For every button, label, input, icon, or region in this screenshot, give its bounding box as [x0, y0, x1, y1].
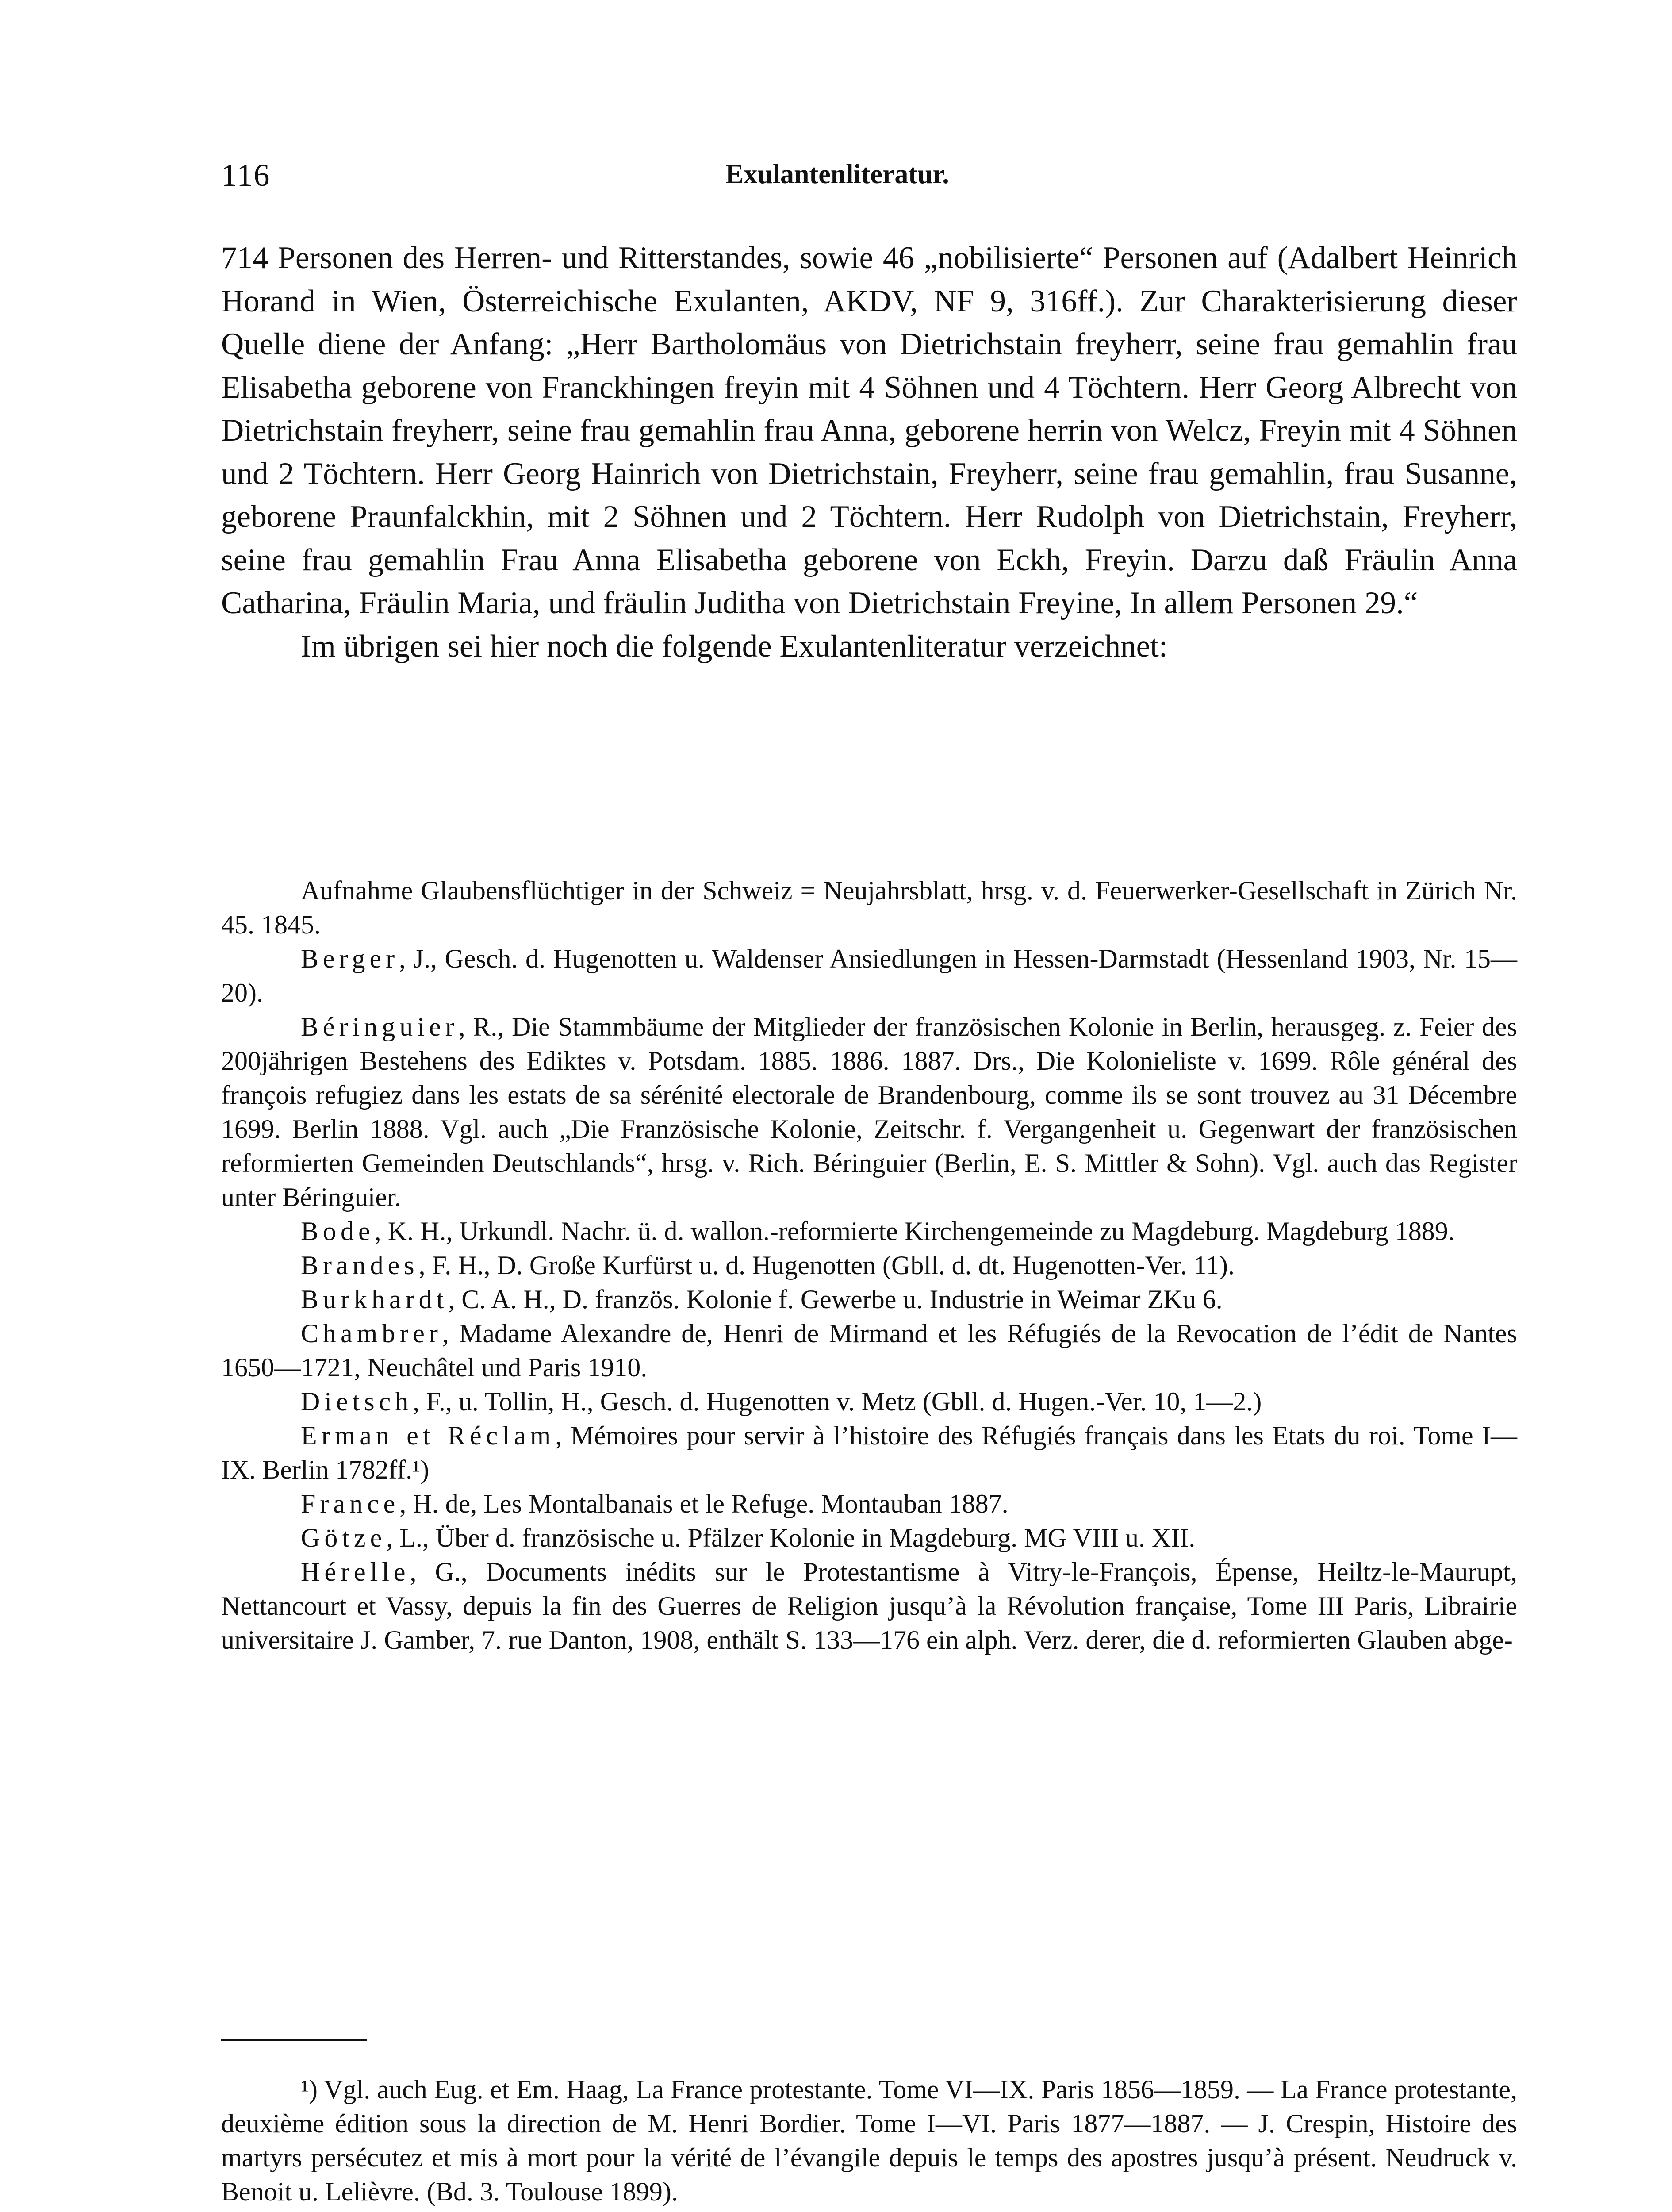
entry-text: , R., Die Stammbäume der Mitglieder der französischen Kolonie in Berlin, herausgeg. z. Feier des 200jährigen Bestehens des Ediktes v. Potsdam. 1885. 1886. 1887. Drs., Die Kolonieliste v. 1699. Rôle général des françois refugiez dans les estats de sa sérénité electorale de Brandenbourg, comme ils se sont trouvez au 31 Décembre 1699. Berlin 1888. Vgl. auch „Die Französische Kolonie, Zeitschr. f. Vergangenheit u. Gegenwart der französischen reformierten Gemeinden Deutschlands“, hrsg. v. Rich. Béringuier (Berlin, E. S. Mittler & Sohn). Vgl. auch das Register unter Béringuier. [221, 1012, 1517, 1212]
bibliography-entry [221, 1487, 1517, 1521]
entry-text: , Mémoires pour servir à l’histoire des Réfugiés français dans les Etats du roi. Tome I—IX. Berlin 1782ff.¹) [221, 1421, 1518, 1484]
entry-author: Hérelle [301, 1557, 410, 1586]
entry-text: , C. A. H., D. französ. Kolonie f. Gewerbe u. Industrie in Weimar ZKu 6. [448, 1285, 1223, 1314]
bibliography-intro: Im übrigen sei hier noch die folgende Exulantenliteratur verzeichnet: [301, 629, 1168, 664]
entry-author: Béringuier [301, 1012, 459, 1041]
entry-text: , G., Documents inédits sur le Protestantisme à Vitry-le-François, Épense, Heiltz-le-Maurupt, Nettancourt et Vassy, depuis la fin des Guerres de Religion jusqu’à la Révolution française, Tome III Paris, Librairie universitaire J. Gamber, 7. rue Danton, 1908, enthält S. 133—176 ein alph. Verz. derer, die d. reformierten Glauben abge- [221, 1557, 1517, 1655]
bibliography-entry [221, 1521, 1517, 1555]
entry-text: , K. H., Urkundl. Nachr. ü. d. wallon.-reformierte Kirchengemeinde zu Magdeburg. Magdeburg 1889. [374, 1217, 1455, 1246]
entry-text: , H. de, Les Montalbanais et le Refuge. Montauban 1887. [399, 1489, 1009, 1518]
entry-author: Chambrer [301, 1319, 442, 1348]
bibliography-list [221, 874, 1517, 1657]
bibliography-entry [221, 874, 1517, 942]
entry-author: Brandes [301, 1251, 419, 1280]
entry-author: Erman et Réclam [301, 1421, 556, 1450]
bibliography-entry [221, 1214, 1517, 1248]
entry-author: France [301, 1489, 400, 1518]
page-number: 116 [221, 157, 271, 193]
entry-text: , L., Über d. französische u. Pfälzer Kolonie in Magdeburg. MG VIII u. XII. [386, 1523, 1196, 1552]
bibliography-entry [221, 1555, 1517, 1657]
footnote: ¹) Vgl. auch Eug. et Em. Haag, La France protestante. Tome VI—IX. Paris 1856—1859. — La France protestante, deuxième édition sous la direction de M. Henri Bordier. Tome I—VI. Paris 1877—1887. — J. Crespin, Histoire des martyrs persécutez et mis à mort pour la vérité de l’évangile depuis le temps des apostres jusqu’à présent. Neudruck v. Benoit u. Lelièvre. (Bd. 3. Toulouse 1899). [221, 2075, 1517, 2206]
entry-author: Burkhardt [301, 1285, 449, 1314]
entry-text: , Madame Alexandre de, Henri de Mirmand et les Réfugiés de la Revocation de l’édit de Nantes 1650—1721, Neuchâtel und Paris 1910. [221, 1319, 1517, 1382]
bibliography-entry [221, 1248, 1517, 1283]
bibliography-entry [221, 1385, 1517, 1419]
main-text [221, 237, 1517, 668]
entry-text: , J., Gesch. d. Hugenotten u. Waldenser Ansiedlungen in Hessen-Darmstadt (Hessenland 1903, Nr. 15—20). [221, 944, 1517, 1007]
body-paragraph: 714 Personen des Herren- und Ritterstandes, sowie 46 „nobilisierte“ Personen auf (Adalbert Heinrich Horand in Wien, Österreichische Exulanten, AKDV, NF 9, 316ff.). Zur Charakterisierung dieser Quelle diene der Anfang: „Herr Bartholomäus von Dietrichstain freyherr, seine frau gemahlin frau Elisabetha geborene von Franckhingen freyin mit 4 Söhnen und 4 Töchtern. Herr Georg Albrecht von Dietrichstain freyherr, seine frau gemahlin frau Anna, geborene herrin von Welcz, Freyin mit 4 Söhnen und 2 Töchtern. Herr Georg Hainrich von Dietrichstain, Freyherr, seine frau gemahlin, frau Susanne, geborene Praunfalckhin, mit 2 Söhnen und 2 Töchtern. Herr Rudolph von Dietrichstain, Freyherr, seine frau gemahlin Frau Anna Elisabetha geborene von Eckh, Freyin. Darzu daß Fräulin Anna Catharina, Fräulin Maria, und fräulin Juditha von Dietrichstain Freyine, In allem Personen 29.“ [221, 241, 1517, 620]
bibliography-entry [221, 1010, 1517, 1214]
entry-text: , F., u. Tollin, H., Gesch. d. Hugenotten v. Metz (Gbll. d. Hugen.-Ver. 10, 1—2.) [413, 1387, 1262, 1416]
bibliography-entry [221, 1419, 1517, 1487]
bibliography-entry [221, 942, 1517, 1010]
entry-text: Aufnahme Glaubensflüchtiger in der Schweiz = Neujahrsblatt, hrsg. v. d. Feuerwerker-Gesellschaft in Zürich Nr. 45. 1845. [221, 876, 1517, 939]
bibliography-entry [221, 1317, 1517, 1385]
entry-author: Berger [301, 944, 399, 973]
page-header [221, 157, 1517, 201]
running-head: Exulantenliteratur. [725, 159, 949, 189]
entry-author: Götze [301, 1523, 387, 1552]
entry-author: Bode [301, 1217, 375, 1246]
entry-author: Dietsch [301, 1387, 413, 1416]
entry-text: , F. H., D. Große Kurfürst u. d. Hugenotten (Gbll. d. dt. Hugenotten-Ver. 11). [418, 1251, 1235, 1280]
bibliography-entry [221, 1283, 1517, 1317]
footnote-rule [221, 2039, 367, 2041]
